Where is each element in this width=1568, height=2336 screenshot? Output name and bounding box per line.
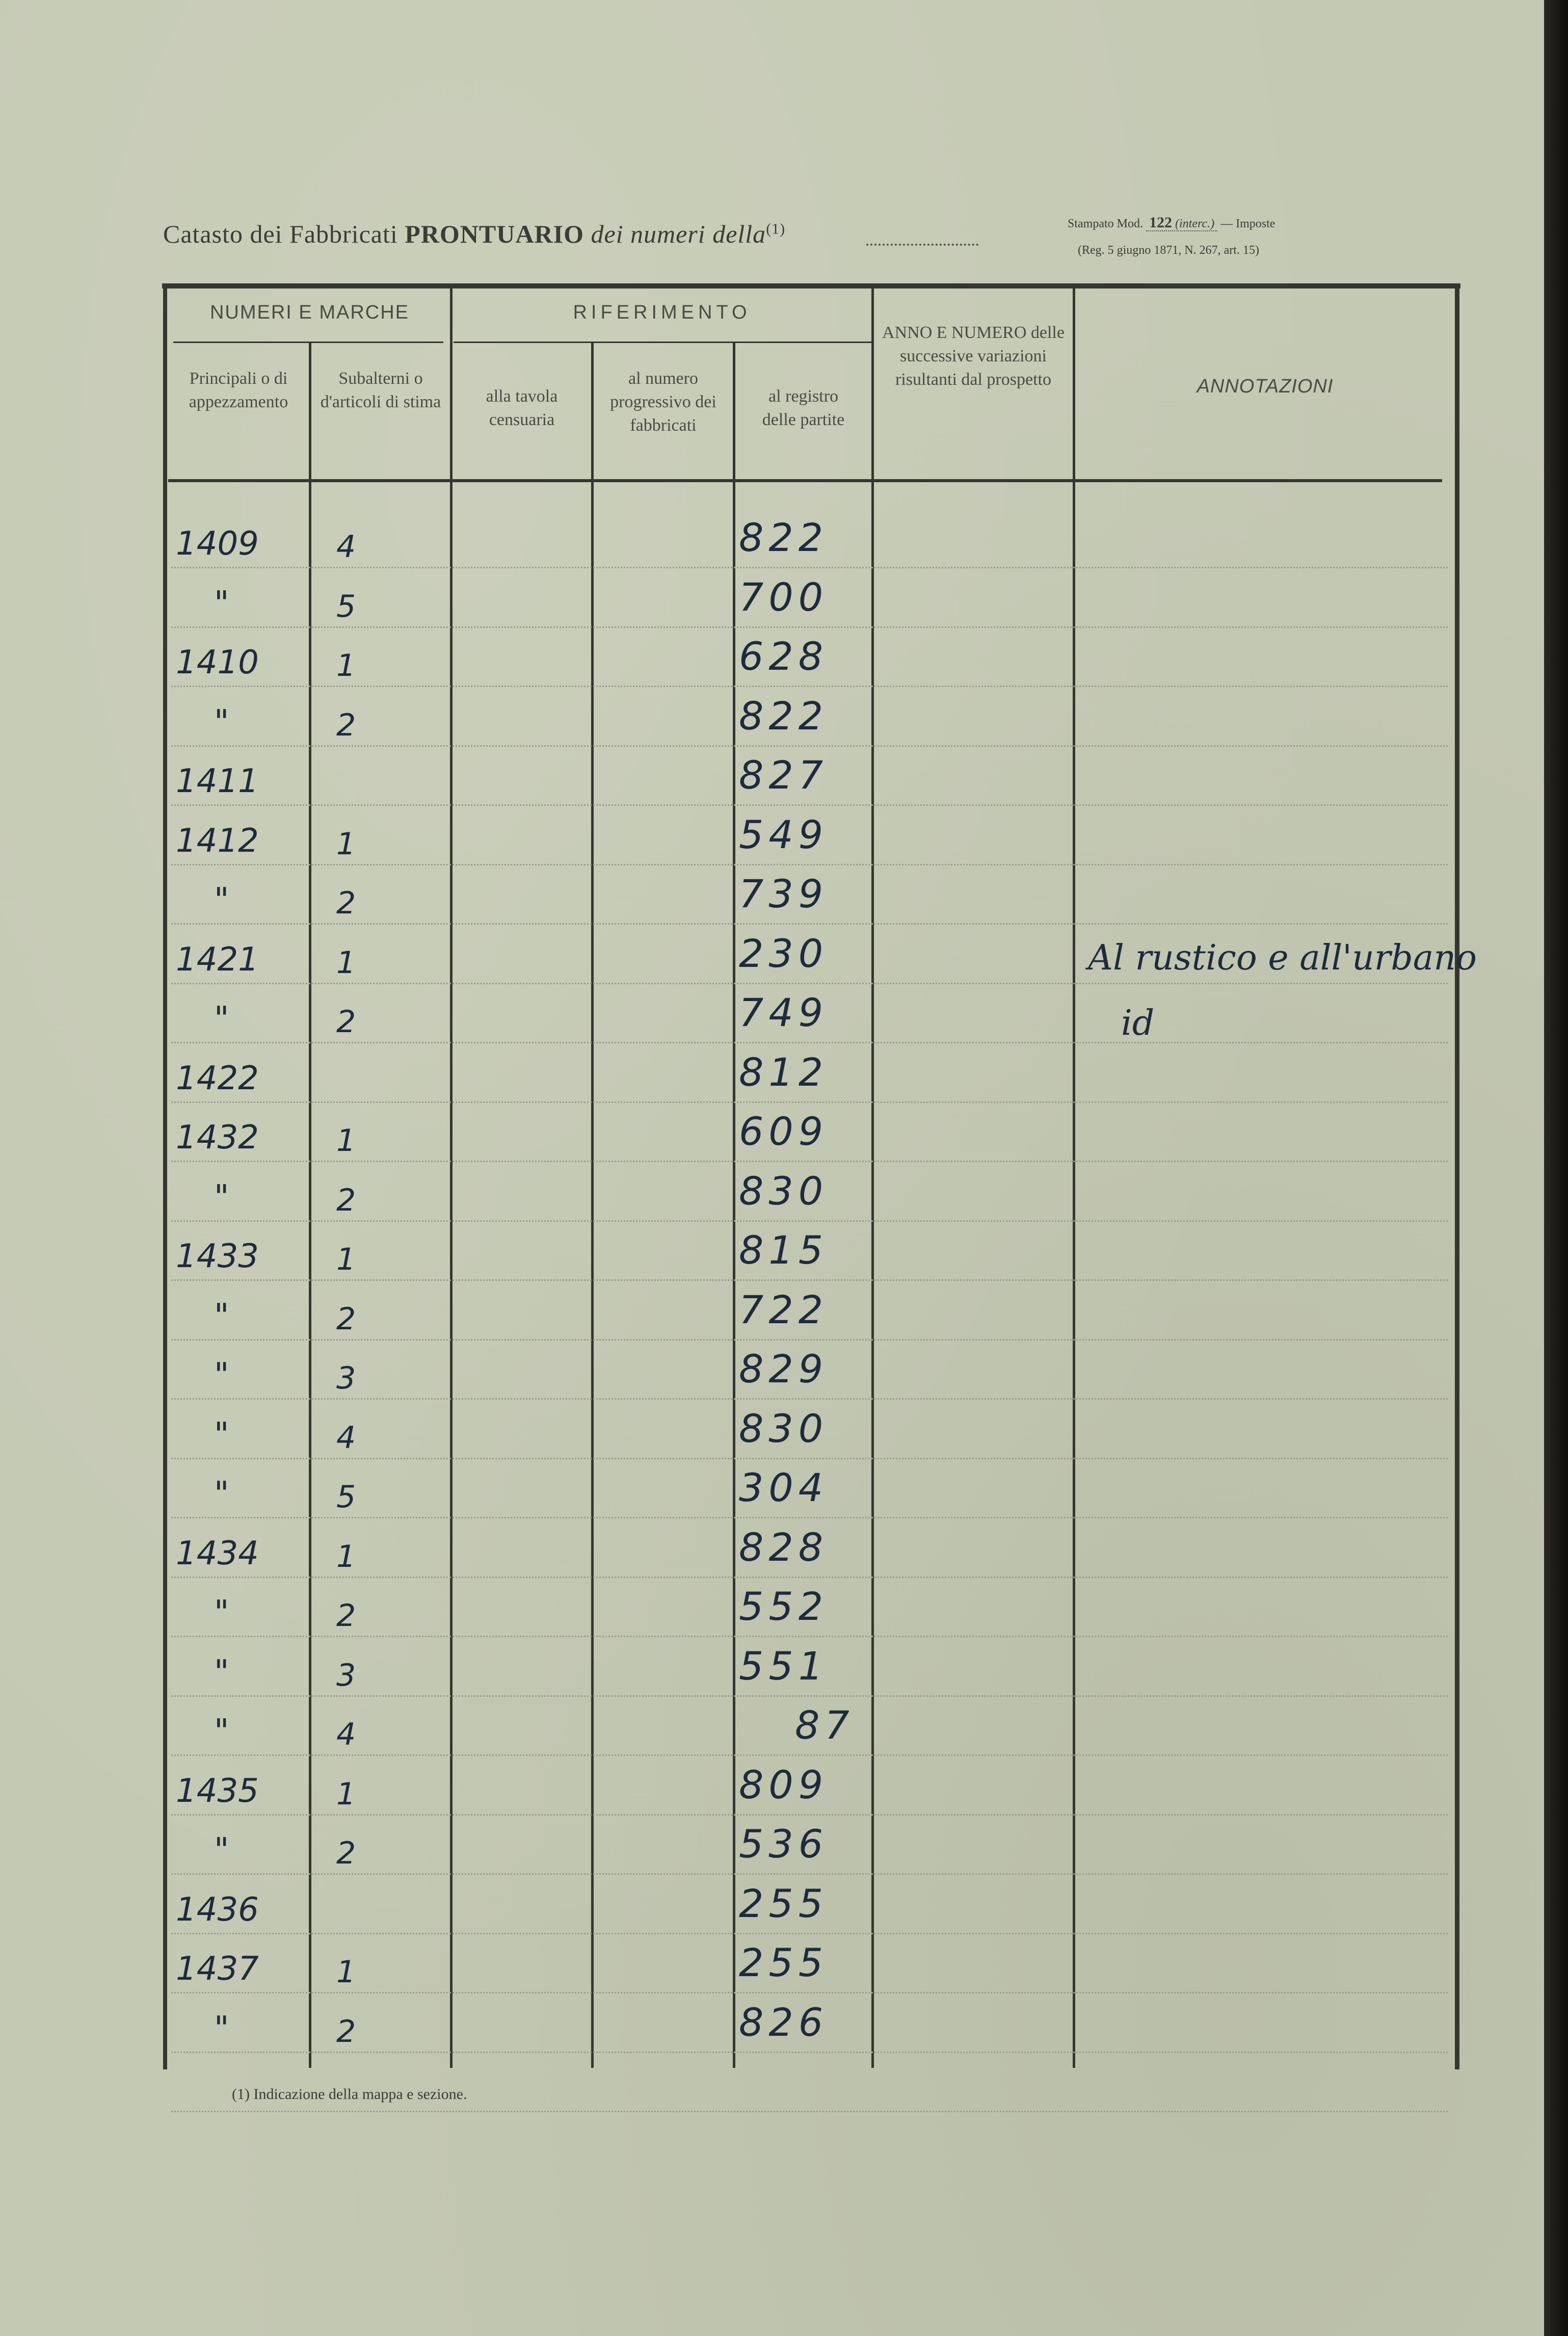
subaltern-number: 2	[336, 1598, 356, 1634]
subaltern-number: 3	[336, 1360, 356, 1396]
subaltern-number: 1	[336, 1242, 356, 1277]
title-note: (1)	[766, 220, 786, 238]
subaltern-number: 2	[336, 885, 356, 921]
heading-progressivo: al numero progressivo dei fabbricati	[610, 369, 716, 435]
principal-number: "	[214, 1356, 229, 1394]
subaltern-number: 2	[336, 1182, 356, 1218]
principal-number: 1433	[176, 1238, 259, 1275]
table-top-border	[162, 283, 1460, 288]
principal-number: 1422	[176, 1059, 259, 1097]
title-italic: dei numeri della	[591, 220, 766, 248]
regulation-reference: (Reg. 5 giugno 1871, N. 267, art. 15)	[1078, 244, 1259, 257]
register-entry: 822	[739, 693, 829, 739]
row-guide-line	[171, 1814, 1448, 1816]
principal-number: 1432	[176, 1119, 259, 1157]
register-entry: 826	[739, 1999, 829, 2045]
principal-number: 1411	[176, 763, 259, 800]
heading-subalterni: Subalterni o d'articoli di stima	[320, 369, 441, 411]
subaltern-number: 1	[336, 1123, 356, 1159]
principal-number: 1412	[176, 822, 259, 860]
page-edge-shadow	[1544, 0, 1568, 2336]
principal-number: "	[214, 1000, 229, 1038]
register-entry: 230	[739, 930, 829, 976]
register-entry: 304	[739, 1465, 829, 1510]
heading-numeri-marche: NUMERI E MARCHE	[209, 302, 410, 323]
col-divider-6	[1073, 285, 1075, 2068]
subaltern-number: 1	[336, 1538, 356, 1574]
subaltern-number: 2	[336, 1835, 356, 1871]
col-divider-4	[733, 343, 735, 2068]
principal-number: "	[214, 1178, 229, 1216]
subaltern-number: 3	[336, 1657, 356, 1693]
row-guide-line	[171, 1933, 1448, 1934]
row-guide-line	[171, 1992, 1448, 1993]
row-guide-line	[171, 923, 1448, 925]
subaltern-number: 1	[336, 944, 356, 981]
principal-number: "	[214, 2009, 229, 2048]
row-guide-line	[171, 745, 1448, 747]
principal-number: 1435	[176, 1772, 259, 1810]
row-guide-line	[171, 626, 1448, 628]
annotation-line-1: Al rustico e all'urbano	[1088, 938, 1477, 978]
row-guide-line	[171, 1636, 1448, 1637]
heading-tavola: alla tavola censuaria	[486, 387, 558, 429]
register-entry: 609	[739, 1109, 829, 1154]
row-guide-line	[171, 864, 1448, 865]
row-guide-line	[171, 1458, 1448, 1459]
register-entry: 549	[739, 811, 829, 857]
principal-number: "	[214, 584, 229, 622]
register-entry: 822	[739, 515, 829, 560]
register-entry: 551	[739, 1643, 829, 1689]
subaltern-number: 2	[336, 707, 356, 743]
footnote: (1) Indicazione della mappa e sezione.	[232, 2086, 467, 2103]
principal-number: "	[214, 1415, 229, 1454]
row-guide-line	[171, 1042, 1448, 1043]
principal-number: 1436	[176, 1891, 259, 1929]
subaltern-number: 4	[336, 529, 356, 565]
subaltern-number: 4	[336, 1717, 356, 1752]
principal-number: 1421	[176, 940, 259, 979]
principal-number: "	[214, 881, 229, 919]
annotation-line-2: id	[1121, 1003, 1155, 1043]
row-guide-line	[171, 1754, 1448, 1756]
principal-number: "	[214, 1594, 229, 1632]
row-guide-line	[171, 1161, 1448, 1162]
title-prefix: Catasto dei Fabbricati	[163, 220, 398, 248]
principal-number: "	[214, 1713, 229, 1750]
subaltern-number: 2	[336, 1004, 356, 1040]
row-guide-line	[171, 1339, 1448, 1341]
heading-annotazioni: ANNOTAZIONI	[1197, 376, 1334, 397]
heading-registro: al registro delle partite	[762, 387, 845, 429]
principal-number: "	[214, 1653, 229, 1691]
register-entry: 815	[739, 1227, 829, 1273]
col-divider-5	[871, 285, 874, 2068]
mod-number: 122	[1149, 214, 1172, 231]
subaltern-number: 4	[336, 1420, 356, 1456]
group-divider-numeri	[173, 342, 443, 343]
subaltern-number: 5	[336, 1479, 356, 1515]
principal-number: "	[214, 1297, 229, 1335]
register-entry: 722	[739, 1287, 829, 1332]
row-guide-line	[171, 1695, 1448, 1697]
principal-number: "	[214, 1831, 229, 1869]
heading-riferimento: RIFERIMENTO	[573, 302, 751, 323]
group-divider-riferimento	[454, 342, 871, 343]
register-entry: 749	[739, 990, 829, 1035]
subaltern-number: 1	[336, 648, 356, 684]
row-guide-line	[171, 1873, 1448, 1875]
subaltern-number: 2	[336, 1301, 356, 1337]
register-entry: 628	[739, 634, 829, 679]
row-guide-line	[171, 1279, 1448, 1281]
row-guide-line	[171, 1220, 1448, 1222]
header-bottom-border	[168, 479, 1442, 482]
register-entry: 255	[739, 1880, 829, 1926]
register-entry: 700	[739, 574, 829, 620]
mod-prefix: Stampato Mod.	[1068, 217, 1143, 230]
page-title	[163, 219, 785, 249]
principal-number: "	[214, 1475, 229, 1513]
row-guide-line	[171, 804, 1448, 806]
mod-interc: (interc.)	[1175, 217, 1215, 230]
col-divider-1	[309, 343, 311, 2068]
subaltern-number: 5	[336, 588, 356, 624]
row-guide-line	[171, 567, 1448, 568]
mod-suffix: — Imposte	[1220, 217, 1275, 230]
row-guide-line	[171, 2111, 1448, 2112]
heading-principali: Principali o di appezzamento	[189, 369, 288, 411]
register-entry: 812	[739, 1049, 829, 1095]
row-guide-line	[171, 1101, 1448, 1103]
register-entry: 829	[739, 1346, 829, 1392]
subaltern-number: 1	[336, 826, 356, 862]
register-entry: 809	[739, 1762, 829, 1807]
title-bold: PRONTUARIO	[405, 220, 584, 248]
form-model	[1068, 214, 1275, 231]
subaltern-number: 1	[336, 1954, 356, 1990]
register-entry: 830	[739, 1168, 829, 1214]
register-entry: 830	[739, 1405, 829, 1451]
row-guide-line	[171, 1398, 1448, 1400]
col-divider-3	[591, 343, 594, 2068]
register-entry: 552	[739, 1584, 829, 1629]
register-entry: 739	[739, 871, 829, 916]
col-divider-2	[450, 285, 453, 2068]
register-entry: 828	[739, 1524, 829, 1570]
row-guide-line	[171, 686, 1448, 687]
subaltern-number: 2	[336, 2013, 356, 2050]
border-right	[1455, 285, 1459, 2069]
row-guide-line	[171, 1577, 1448, 1578]
register-entry: 87	[795, 1702, 855, 1748]
heading-anno-numero: ANNO E NUMERO delle successive variazioni risultanti dal prospetto	[882, 323, 1065, 389]
register-entry: 255	[739, 1940, 829, 1985]
principal-number: "	[214, 703, 229, 741]
principal-number: 1434	[176, 1534, 259, 1572]
row-guide-line	[171, 983, 1448, 984]
principal-number: 1410	[176, 644, 259, 681]
border-left	[163, 285, 167, 2069]
register-entry: 827	[739, 752, 829, 798]
register-entry: 536	[739, 1821, 829, 1867]
principal-number: 1409	[176, 525, 259, 563]
title-fill-line	[866, 244, 978, 246]
row-guide-line	[171, 1517, 1448, 1518]
row-guide-line	[171, 2052, 1448, 2053]
principal-number: 1437	[176, 1950, 259, 1988]
subaltern-number: 1	[336, 1776, 356, 1812]
